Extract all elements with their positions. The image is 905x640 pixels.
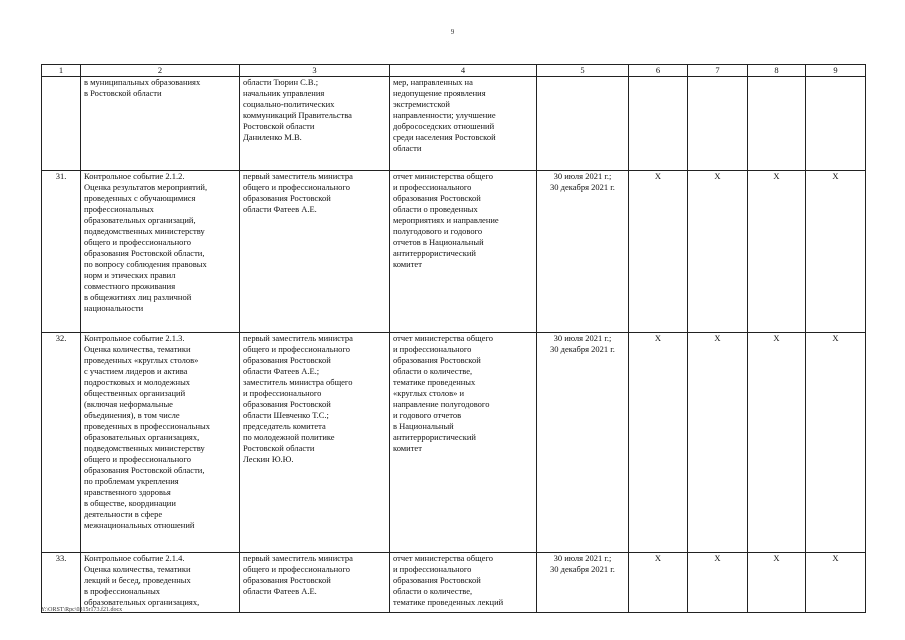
header-col-5: 5	[537, 65, 629, 77]
result-cell	[390, 171, 537, 333]
result-cell	[390, 77, 537, 171]
col-8-cell	[748, 77, 806, 171]
col-8-cell: X	[748, 333, 806, 553]
table-header	[42, 65, 866, 77]
responsible-text: области Тюрин С.В.; начальник управления социально-политических коммуникаций Правительства Ростовской области Даниленко М.В.	[243, 77, 352, 142]
responsible-text: первый заместитель министра общего и профессионального образования Ростовской области Фатеев А.Е.	[243, 553, 353, 596]
result-text: мер, направленных на недопущение проявления экстремистской направленности; улучшение добрососедских отношений среди населения Ростовской области	[393, 77, 496, 153]
event-text: Контрольное событие 2.1.2. Оценка результатов мероприятий, проведенных с обучающимися профессиональных образовательных организаций, подведомственных министерству общего и профессионального образования Ростовской области, по вопросу соблюдения правовых норм и этических правил совместного проживания в общежитиях лиц различной национальности	[84, 171, 208, 313]
header-col-1: 1	[42, 65, 81, 77]
col-6-cell: X	[629, 171, 688, 333]
responsible-cell	[240, 77, 390, 171]
event-cell	[81, 333, 240, 553]
header-col-8: 8	[748, 65, 806, 77]
responsible-cell	[240, 171, 390, 333]
date-text: 30 июля 2021 г.; 30 декабря 2021 г.	[550, 553, 615, 574]
col-6-cell: X	[629, 333, 688, 553]
col-9-cell: X	[806, 333, 866, 553]
result-cell	[390, 553, 537, 613]
date-text: 30 июля 2021 г.; 30 декабря 2021 г.	[550, 171, 615, 192]
page-number: 9	[450, 28, 455, 36]
event-cell	[81, 171, 240, 333]
result-text: отчет министерства общего и профессионального образования Ростовской области о количестве, тематике проведенных «круглых столов» и направление полугодового и годового отчетов в Национальный антитеррористический комитет	[393, 333, 493, 453]
row-number: 31.	[42, 171, 81, 333]
responsible-text: первый заместитель министра общего и профессионального образования Ростовской области Фатеев А.Е.	[243, 171, 353, 214]
header-col-3: 3	[240, 65, 390, 77]
date-cell	[537, 333, 629, 553]
header-col-9: 9	[806, 65, 866, 77]
col-7-cell: X	[688, 171, 748, 333]
col-7-cell	[688, 77, 748, 171]
col-6-cell	[629, 77, 688, 171]
header-row	[42, 65, 866, 77]
event-text: в муниципальных образованиях в Ростовской области	[84, 77, 201, 98]
measures-table	[41, 64, 866, 613]
header-col-6: 6	[629, 65, 688, 77]
col-7-cell: X	[688, 333, 748, 553]
col-7-cell: X	[688, 553, 748, 613]
event-text: Контрольное событие 2.1.4. Оценка количества, тематики лекций и бесед, проведенных в профессиональных образовательных организациях,	[84, 553, 200, 607]
date-cell	[537, 171, 629, 333]
row-number	[42, 77, 81, 171]
table-row-32	[42, 333, 866, 553]
table-row-continuation	[42, 77, 866, 171]
row-number: 32.	[42, 333, 81, 553]
event-text: Контрольное событие 2.1.3. Оценка количества, тематики проведенных «круглых столов» с участием лидеров и актива подростковых и молодежных общественных организаций (включая неформальные объединения), в том числе проведенных в профессиональных образовательных организациях, подведомственных министерству общего и профессионального образования Ростовской области, по проблемам укрепления нравственного здоровья в обществе, координации деятельности в сфере межнациональных отношений	[84, 333, 211, 530]
header-col-2: 2	[81, 65, 240, 77]
result-cell	[390, 333, 537, 553]
footer-file-path: Y:\ORST\Rpc\0315r173.f21.docx	[41, 607, 123, 613]
date-cell	[537, 77, 629, 171]
responsible-cell	[240, 553, 390, 613]
col-6-cell: X	[629, 553, 688, 613]
responsible-cell	[240, 333, 390, 553]
col-9-cell	[806, 77, 866, 171]
table-row-31	[42, 171, 866, 333]
responsible-text: первый заместитель министра общего и профессионального образования Ростовской области Фатеев А.Е.; заместитель министра общего и профессионального образования Ростовской области Шевченко Т.С.; председатель комитета по молодежной политике Ростовской области Лескин Ю.Ю.	[243, 333, 353, 464]
header-col-4: 4	[390, 65, 537, 77]
event-cell	[81, 553, 240, 613]
col-8-cell: X	[748, 553, 806, 613]
col-9-cell: X	[806, 553, 866, 613]
result-text: отчет министерства общего и профессионального образования Ростовской области о количестве, тематике проведенных лекций	[393, 553, 504, 607]
table-body	[42, 77, 866, 613]
event-cell	[81, 77, 240, 171]
col-8-cell: X	[748, 171, 806, 333]
col-9-cell: X	[806, 171, 866, 333]
header-col-7: 7	[688, 65, 748, 77]
date-cell	[537, 553, 629, 613]
result-text: отчет министерства общего и профессионального образования Ростовской области о проведенных мероприятиях и направление полугодового и годового отчетов в Национальный антитеррористический комитет	[393, 171, 499, 269]
row-number: 33.	[42, 553, 81, 613]
date-text: 30 июля 2021 г.; 30 декабря 2021 г.	[550, 333, 615, 354]
table-row-33	[42, 553, 866, 613]
